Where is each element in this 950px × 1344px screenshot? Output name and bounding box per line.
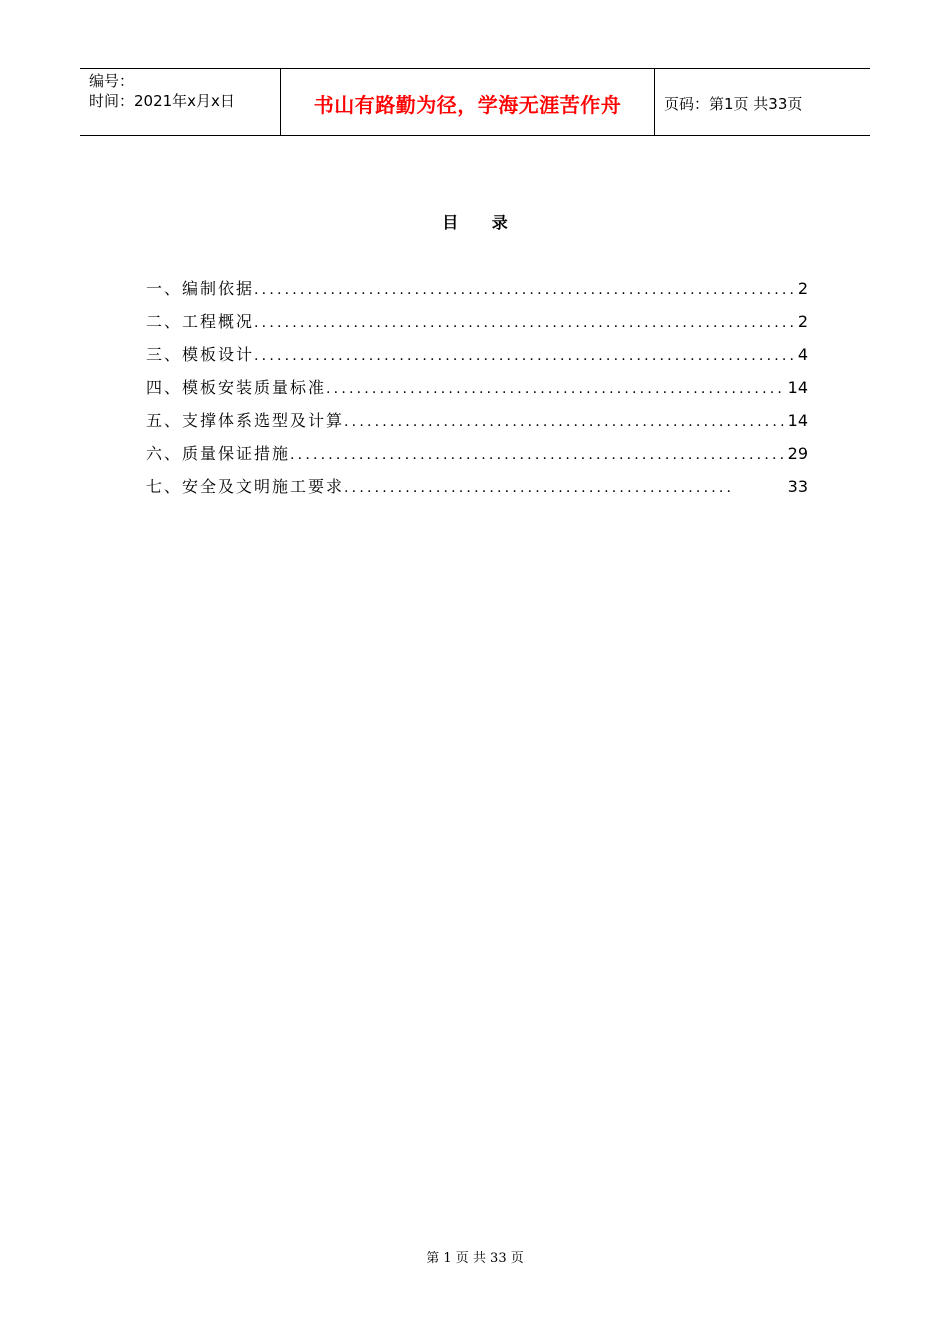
toc-leader-dots — [290, 447, 786, 463]
toc-entry-label: 四、模板安装质量标准 — [146, 378, 327, 397]
toc-entry-page: 14 — [787, 411, 808, 430]
page-header — [80, 68, 870, 136]
header-motto: 书山有路勤为径，学海无涯苦作舟 — [313, 92, 622, 117]
header-motto-cell — [281, 69, 655, 135]
toc-entry[interactable] — [146, 408, 808, 441]
toc-entry[interactable] — [146, 342, 808, 375]
page-footer: 第 1 页 共 33 页 — [426, 1251, 524, 1266]
toc-entry-label: 五、支撑体系选型及计算 — [146, 411, 345, 430]
toc-leader-dots — [344, 480, 732, 496]
toc-entry-label: 三、模板设计 — [146, 345, 255, 364]
toc-entry-page: 2 — [797, 279, 808, 298]
toc-leader-dots — [254, 348, 796, 364]
table-of-contents — [146, 276, 808, 507]
toc-leader-dots — [326, 381, 786, 397]
toc-title: 目 录 — [442, 213, 508, 232]
toc-entry-label: 六、质量保证措施 — [146, 444, 291, 463]
toc-entry[interactable] — [146, 375, 808, 408]
document-time-label: 时间：2021年x月x日 — [89, 92, 235, 110]
toc-entry[interactable] — [146, 309, 808, 342]
toc-entry-page: 14 — [787, 378, 808, 397]
header-page-info: 页码：第1页 共33页 — [664, 94, 803, 113]
toc-leader-dots — [254, 315, 796, 331]
toc-entry-page: 4 — [797, 345, 808, 364]
toc-entry-page: 33 — [787, 477, 808, 496]
toc-entry-label: 一、编制依据 — [146, 279, 255, 298]
toc-leader-dots — [344, 414, 786, 430]
header-page-cell — [655, 69, 870, 135]
toc-entry-label: 二、工程概况 — [146, 312, 255, 331]
header-meta-cell — [80, 69, 281, 135]
toc-entry[interactable] — [146, 474, 808, 507]
toc-entry-page: 29 — [787, 444, 808, 463]
toc-entry[interactable] — [146, 441, 808, 474]
document-number-label: 编号： — [89, 72, 135, 90]
toc-entry-page: 2 — [797, 312, 808, 331]
toc-entry[interactable] — [146, 276, 808, 309]
toc-entry-label: 七、安全及文明施工要求 — [146, 477, 345, 496]
toc-leader-dots — [254, 282, 796, 298]
